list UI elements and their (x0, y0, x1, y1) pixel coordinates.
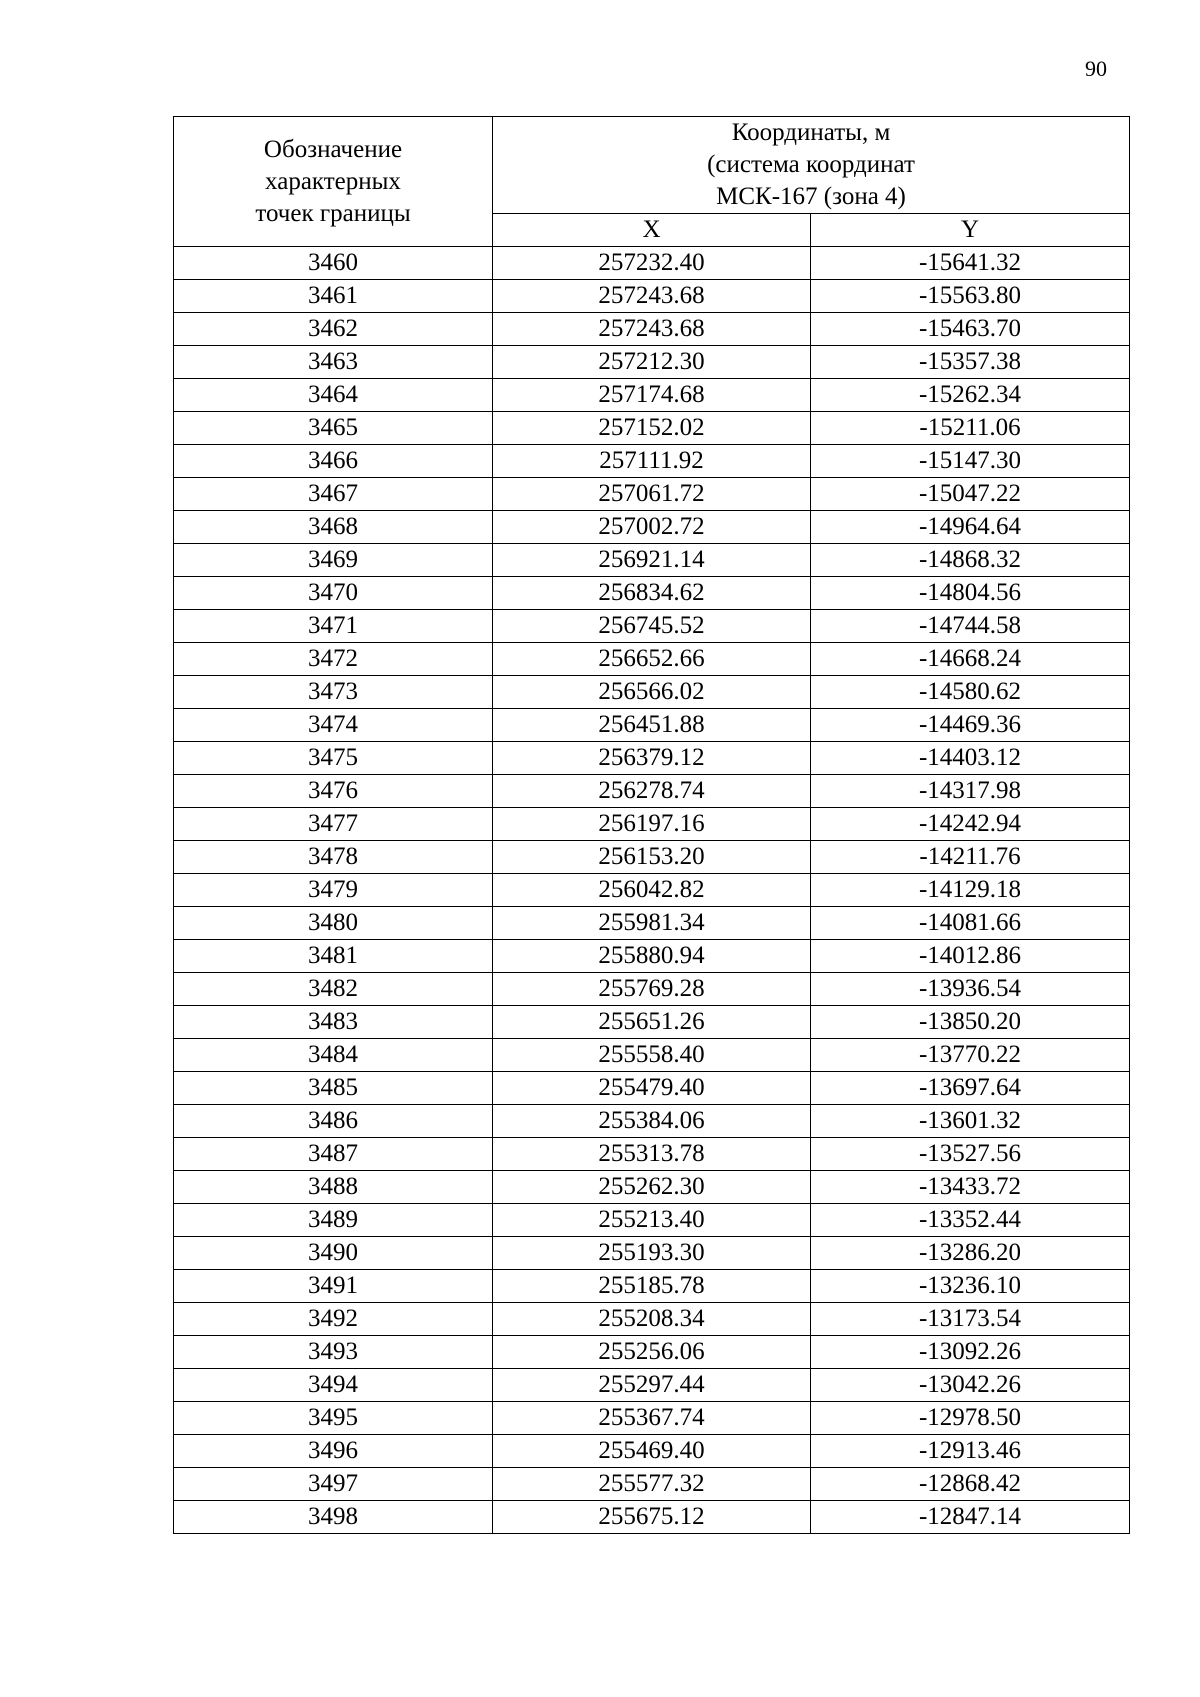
x-coordinate-cell: 255213.40 (493, 1204, 811, 1237)
y-coordinate-cell: -13352.44 (811, 1204, 1130, 1237)
x-coordinate-cell: 255675.12 (493, 1501, 811, 1534)
y-coordinate-cell: -13286.20 (811, 1237, 1130, 1270)
point-id-cell: 3481 (174, 940, 493, 973)
x-coordinate-cell: 255367.74 (493, 1402, 811, 1435)
point-id-cell: 3483 (174, 1006, 493, 1039)
table-row (174, 643, 1130, 676)
x-coordinate-cell: 255469.40 (493, 1435, 811, 1468)
table-row (174, 1039, 1130, 1072)
point-id-cell: 3467 (174, 478, 493, 511)
point-id-cell: 3470 (174, 577, 493, 610)
y-coordinate-cell: -15147.30 (811, 445, 1130, 478)
x-coordinate-cell: 257243.68 (493, 280, 811, 313)
table-row (174, 412, 1130, 445)
table-row (174, 1237, 1130, 1270)
y-coordinate-cell: -14081.66 (811, 907, 1130, 940)
x-coordinate-cell: 256745.52 (493, 610, 811, 643)
point-id-cell: 3460 (174, 247, 493, 280)
point-id-cell: 3482 (174, 973, 493, 1006)
y-coordinate-cell: -15047.22 (811, 478, 1130, 511)
x-coordinate-cell: 255313.78 (493, 1138, 811, 1171)
y-coordinate-cell: -14744.58 (811, 610, 1130, 643)
table-row (174, 1006, 1130, 1039)
point-id-cell: 3468 (174, 511, 493, 544)
x-coordinate-cell: 257232.40 (493, 247, 811, 280)
y-coordinate-cell: -14211.76 (811, 841, 1130, 874)
y-coordinate-cell: -13936.54 (811, 973, 1130, 1006)
table-row (174, 1501, 1130, 1534)
y-coordinate-cell: -13042.26 (811, 1369, 1130, 1402)
point-id-cell: 3497 (174, 1468, 493, 1501)
coordinates-header-line: МСК-167 (зона 4) (716, 183, 906, 210)
designation-header-line: Обозначение (263, 135, 403, 163)
table-row (174, 1369, 1130, 1402)
table-row (174, 775, 1130, 808)
y-coordinate-cell: -12868.42 (811, 1468, 1130, 1501)
point-id-cell: 3476 (174, 775, 493, 808)
x-coordinate-cell: 257212.30 (493, 346, 811, 379)
point-id-cell: 3484 (174, 1039, 493, 1072)
y-coordinate-cell: -13850.20 (811, 1006, 1130, 1039)
table-row (174, 511, 1130, 544)
y-coordinate-cell: -13092.26 (811, 1336, 1130, 1369)
table-row (174, 346, 1130, 379)
point-id-cell: 3487 (174, 1138, 493, 1171)
y-coordinate-cell: -13173.54 (811, 1303, 1130, 1336)
y-coordinate-cell: -13433.72 (811, 1171, 1130, 1204)
point-id-cell: 3492 (174, 1303, 493, 1336)
x-coordinate-cell: 257111.92 (493, 445, 811, 478)
y-coordinate-cell: -14804.56 (811, 577, 1130, 610)
table-row (174, 1270, 1130, 1303)
point-id-cell: 3491 (174, 1270, 493, 1303)
x-coordinate-cell: 255262.30 (493, 1171, 811, 1204)
table-row (174, 280, 1130, 313)
x-coordinate-cell: 255208.34 (493, 1303, 811, 1336)
point-id-cell: 3486 (174, 1105, 493, 1138)
table-row (174, 445, 1130, 478)
point-id-cell: 3472 (174, 643, 493, 676)
point-id-cell: 3466 (174, 445, 493, 478)
y-column-header: Y (811, 214, 1130, 247)
x-coordinate-cell: 256153.20 (493, 841, 811, 874)
x-coordinate-cell: 255479.40 (493, 1072, 811, 1105)
designation-header-line: точек границы (255, 199, 411, 227)
table-row (174, 1072, 1130, 1105)
point-id-cell: 3498 (174, 1501, 493, 1534)
y-coordinate-cell: -14317.98 (811, 775, 1130, 808)
point-id-cell: 3488 (174, 1171, 493, 1204)
y-coordinate-cell: -12847.14 (811, 1501, 1130, 1534)
y-coordinate-cell: -15262.34 (811, 379, 1130, 412)
point-id-cell: 3494 (174, 1369, 493, 1402)
x-coordinate-cell: 256197.16 (493, 808, 811, 841)
point-id-cell: 3474 (174, 709, 493, 742)
coordinates-header-line: (система координат (707, 151, 915, 178)
y-coordinate-cell: -13601.32 (811, 1105, 1130, 1138)
table-row (174, 1204, 1130, 1237)
y-coordinate-cell: -12913.46 (811, 1435, 1130, 1468)
table-row (174, 676, 1130, 709)
y-coordinate-cell: -15563.80 (811, 280, 1130, 313)
table-body (174, 247, 1130, 1534)
point-id-cell: 3465 (174, 412, 493, 445)
table-row (174, 1171, 1130, 1204)
table-row (174, 313, 1130, 346)
x-coordinate-cell: 255384.06 (493, 1105, 811, 1138)
point-id-cell: 3485 (174, 1072, 493, 1105)
table-row (174, 544, 1130, 577)
x-coordinate-cell: 256278.74 (493, 775, 811, 808)
y-coordinate-cell: -14668.24 (811, 643, 1130, 676)
table-row (174, 1402, 1130, 1435)
point-id-cell: 3496 (174, 1435, 493, 1468)
point-id-cell: 3479 (174, 874, 493, 907)
table-row (174, 874, 1130, 907)
point-id-cell: 3464 (174, 379, 493, 412)
x-coordinate-cell: 256834.62 (493, 577, 811, 610)
x-coordinate-cell: 257152.02 (493, 412, 811, 445)
x-coordinate-cell: 255256.06 (493, 1336, 811, 1369)
y-coordinate-cell: -15211.06 (811, 412, 1130, 445)
table-row (174, 478, 1130, 511)
point-id-cell: 3478 (174, 841, 493, 874)
x-coordinate-cell: 255981.34 (493, 907, 811, 940)
x-coordinate-cell: 256566.02 (493, 676, 811, 709)
x-coordinate-cell: 257174.68 (493, 379, 811, 412)
point-id-cell: 3493 (174, 1336, 493, 1369)
x-coordinate-cell: 255558.40 (493, 1039, 811, 1072)
page-number: 90 (1085, 56, 1107, 81)
point-id-cell: 3495 (174, 1402, 493, 1435)
x-coordinate-cell: 255651.26 (493, 1006, 811, 1039)
point-id-cell: 3490 (174, 1237, 493, 1270)
x-coordinate-cell: 256379.12 (493, 742, 811, 775)
y-coordinate-cell: -14868.32 (811, 544, 1130, 577)
x-coordinate-cell: 255193.30 (493, 1237, 811, 1270)
table-row (174, 379, 1130, 412)
y-coordinate-cell: -14129.18 (811, 874, 1130, 907)
table-row (174, 742, 1130, 775)
point-id-cell: 3462 (174, 313, 493, 346)
point-id-cell: 3480 (174, 907, 493, 940)
designation-header (174, 117, 493, 247)
y-coordinate-cell: -13770.22 (811, 1039, 1130, 1072)
point-id-cell: 3477 (174, 808, 493, 841)
table-row (174, 610, 1130, 643)
table-row (174, 973, 1130, 1006)
x-coordinate-cell: 256652.66 (493, 643, 811, 676)
table-row (174, 940, 1130, 973)
table-row (174, 577, 1130, 610)
coordinates-header (493, 117, 1130, 214)
x-coordinate-cell: 255297.44 (493, 1369, 811, 1402)
x-coordinate-cell: 255769.28 (493, 973, 811, 1006)
y-coordinate-cell: -12978.50 (811, 1402, 1130, 1435)
x-coordinate-cell: 256921.14 (493, 544, 811, 577)
designation-header-line: характерных (265, 167, 401, 195)
x-coordinate-cell: 256451.88 (493, 709, 811, 742)
table-row (174, 1138, 1130, 1171)
y-coordinate-cell: -14012.86 (811, 940, 1130, 973)
x-coordinate-cell: 257061.72 (493, 478, 811, 511)
y-coordinate-cell: -14964.64 (811, 511, 1130, 544)
y-coordinate-cell: -13236.10 (811, 1270, 1130, 1303)
y-coordinate-cell: -15463.70 (811, 313, 1130, 346)
y-coordinate-cell: -14403.12 (811, 742, 1130, 775)
x-coordinate-cell: 255185.78 (493, 1270, 811, 1303)
y-coordinate-cell: -15641.32 (811, 247, 1130, 280)
point-id-cell: 3463 (174, 346, 493, 379)
y-coordinate-cell: -13527.56 (811, 1138, 1130, 1171)
x-coordinate-cell: 257243.68 (493, 313, 811, 346)
x-coordinate-cell: 257002.72 (493, 511, 811, 544)
point-id-cell: 3489 (174, 1204, 493, 1237)
x-coordinate-cell: 256042.82 (493, 874, 811, 907)
table-row (174, 1336, 1130, 1369)
y-coordinate-cell: -15357.38 (811, 346, 1130, 379)
table-row (174, 247, 1130, 280)
y-coordinate-cell: -14580.62 (811, 676, 1130, 709)
point-id-cell: 3475 (174, 742, 493, 775)
table-row (174, 1303, 1130, 1336)
x-coordinate-cell: 255880.94 (493, 940, 811, 973)
table-row (174, 808, 1130, 841)
y-coordinate-cell: -14242.94 (811, 808, 1130, 841)
point-id-cell: 3473 (174, 676, 493, 709)
coordinates-table (173, 116, 1130, 1534)
point-id-cell: 3461 (174, 280, 493, 313)
coordinates-header-line: Координаты, м (731, 119, 891, 146)
y-coordinate-cell: -14469.36 (811, 709, 1130, 742)
point-id-cell: 3471 (174, 610, 493, 643)
table-row (174, 709, 1130, 742)
table-row (174, 1468, 1130, 1501)
table-row (174, 1105, 1130, 1138)
point-id-cell: 3469 (174, 544, 493, 577)
y-coordinate-cell: -13697.64 (811, 1072, 1130, 1105)
table-row (174, 907, 1130, 940)
table-row (174, 1435, 1130, 1468)
x-coordinate-cell: 255577.32 (493, 1468, 811, 1501)
table-row (174, 841, 1130, 874)
x-column-header: X (493, 214, 811, 247)
